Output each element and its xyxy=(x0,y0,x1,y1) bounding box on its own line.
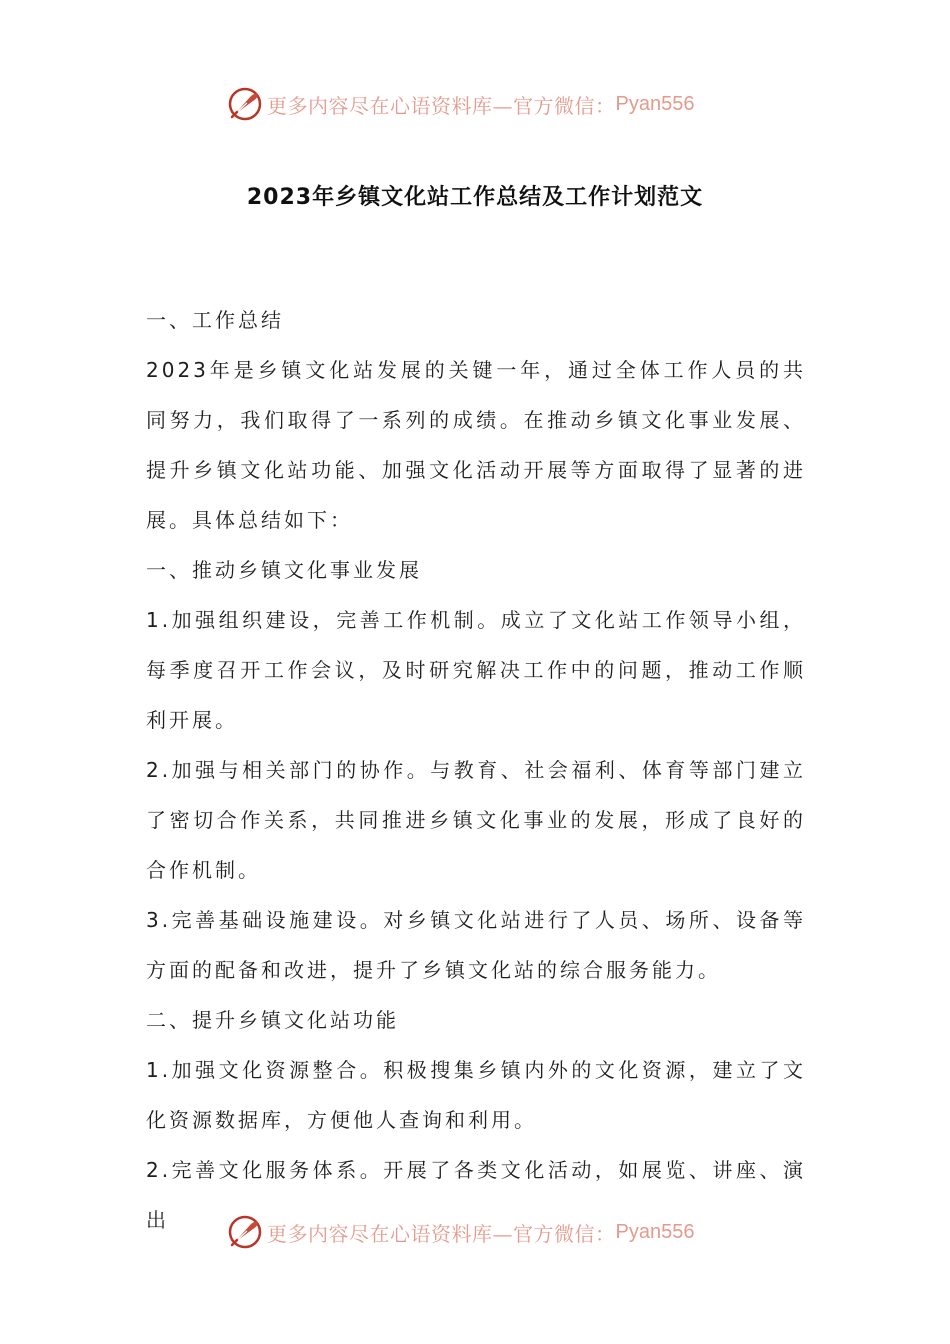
watermark-header xyxy=(227,84,694,124)
watermark-text: 更多内容尽在心语资料库—官方微信： xyxy=(267,1221,616,1246)
paragraph: 3.完善基础设施建设。对乡镇文化站进行了人员、场所、设备等方面的配备和改进，提升了乡镇文化站的综合服务能力。 xyxy=(146,908,806,982)
quill-pen-logo-icon xyxy=(227,86,263,122)
paragraph: 1.加强组织建设，完善工作机制。成立了文化站工作领导小组，每季度召开工作会议，及时研究解决工作中的问题，推动工作顺利开展。 xyxy=(146,608,806,732)
section-heading: 一、推动乡镇文化事业发展 xyxy=(146,558,422,582)
paragraph: 2023年是乡镇文化站发展的关键一年，通过全体工作人员的共同努力，我们取得了一系列的成绩。在推动乡镇文化事业发展、提升乡镇文化站功能、加强文化活动开展等方面取得了显著的进展。具体总结如下： xyxy=(146,358,806,532)
document-body xyxy=(146,295,806,1245)
watermark-footer xyxy=(227,1212,694,1252)
watermark-wechat-id: Pyan556 xyxy=(615,1220,695,1243)
paragraph: 2.完善文化服务体系。开展了各类文化活动，如展览、讲座、演出 xyxy=(146,1158,806,1232)
section-heading: 一、工作总结 xyxy=(146,308,284,332)
section-heading: 二、提升乡镇文化站功能 xyxy=(146,1008,399,1032)
paragraph: 1.加强文化资源整合。积极搜集乡镇内外的文化资源，建立了文化资源数据库，方便他人查询和利用。 xyxy=(146,1058,806,1132)
document-title: 2023年乡镇文化站工作总结及工作计划范文 xyxy=(246,185,704,210)
quill-pen-logo-icon xyxy=(227,1214,263,1250)
watermark-text: 更多内容尽在心语资料库—官方微信： xyxy=(267,93,616,118)
paragraph: 2.加强与相关部门的协作。与教育、社会福利、体育等部门建立了密切合作关系，共同推进乡镇文化事业的发展，形成了良好的合作机制。 xyxy=(146,758,806,882)
watermark-wechat-id: Pyan556 xyxy=(615,92,695,115)
